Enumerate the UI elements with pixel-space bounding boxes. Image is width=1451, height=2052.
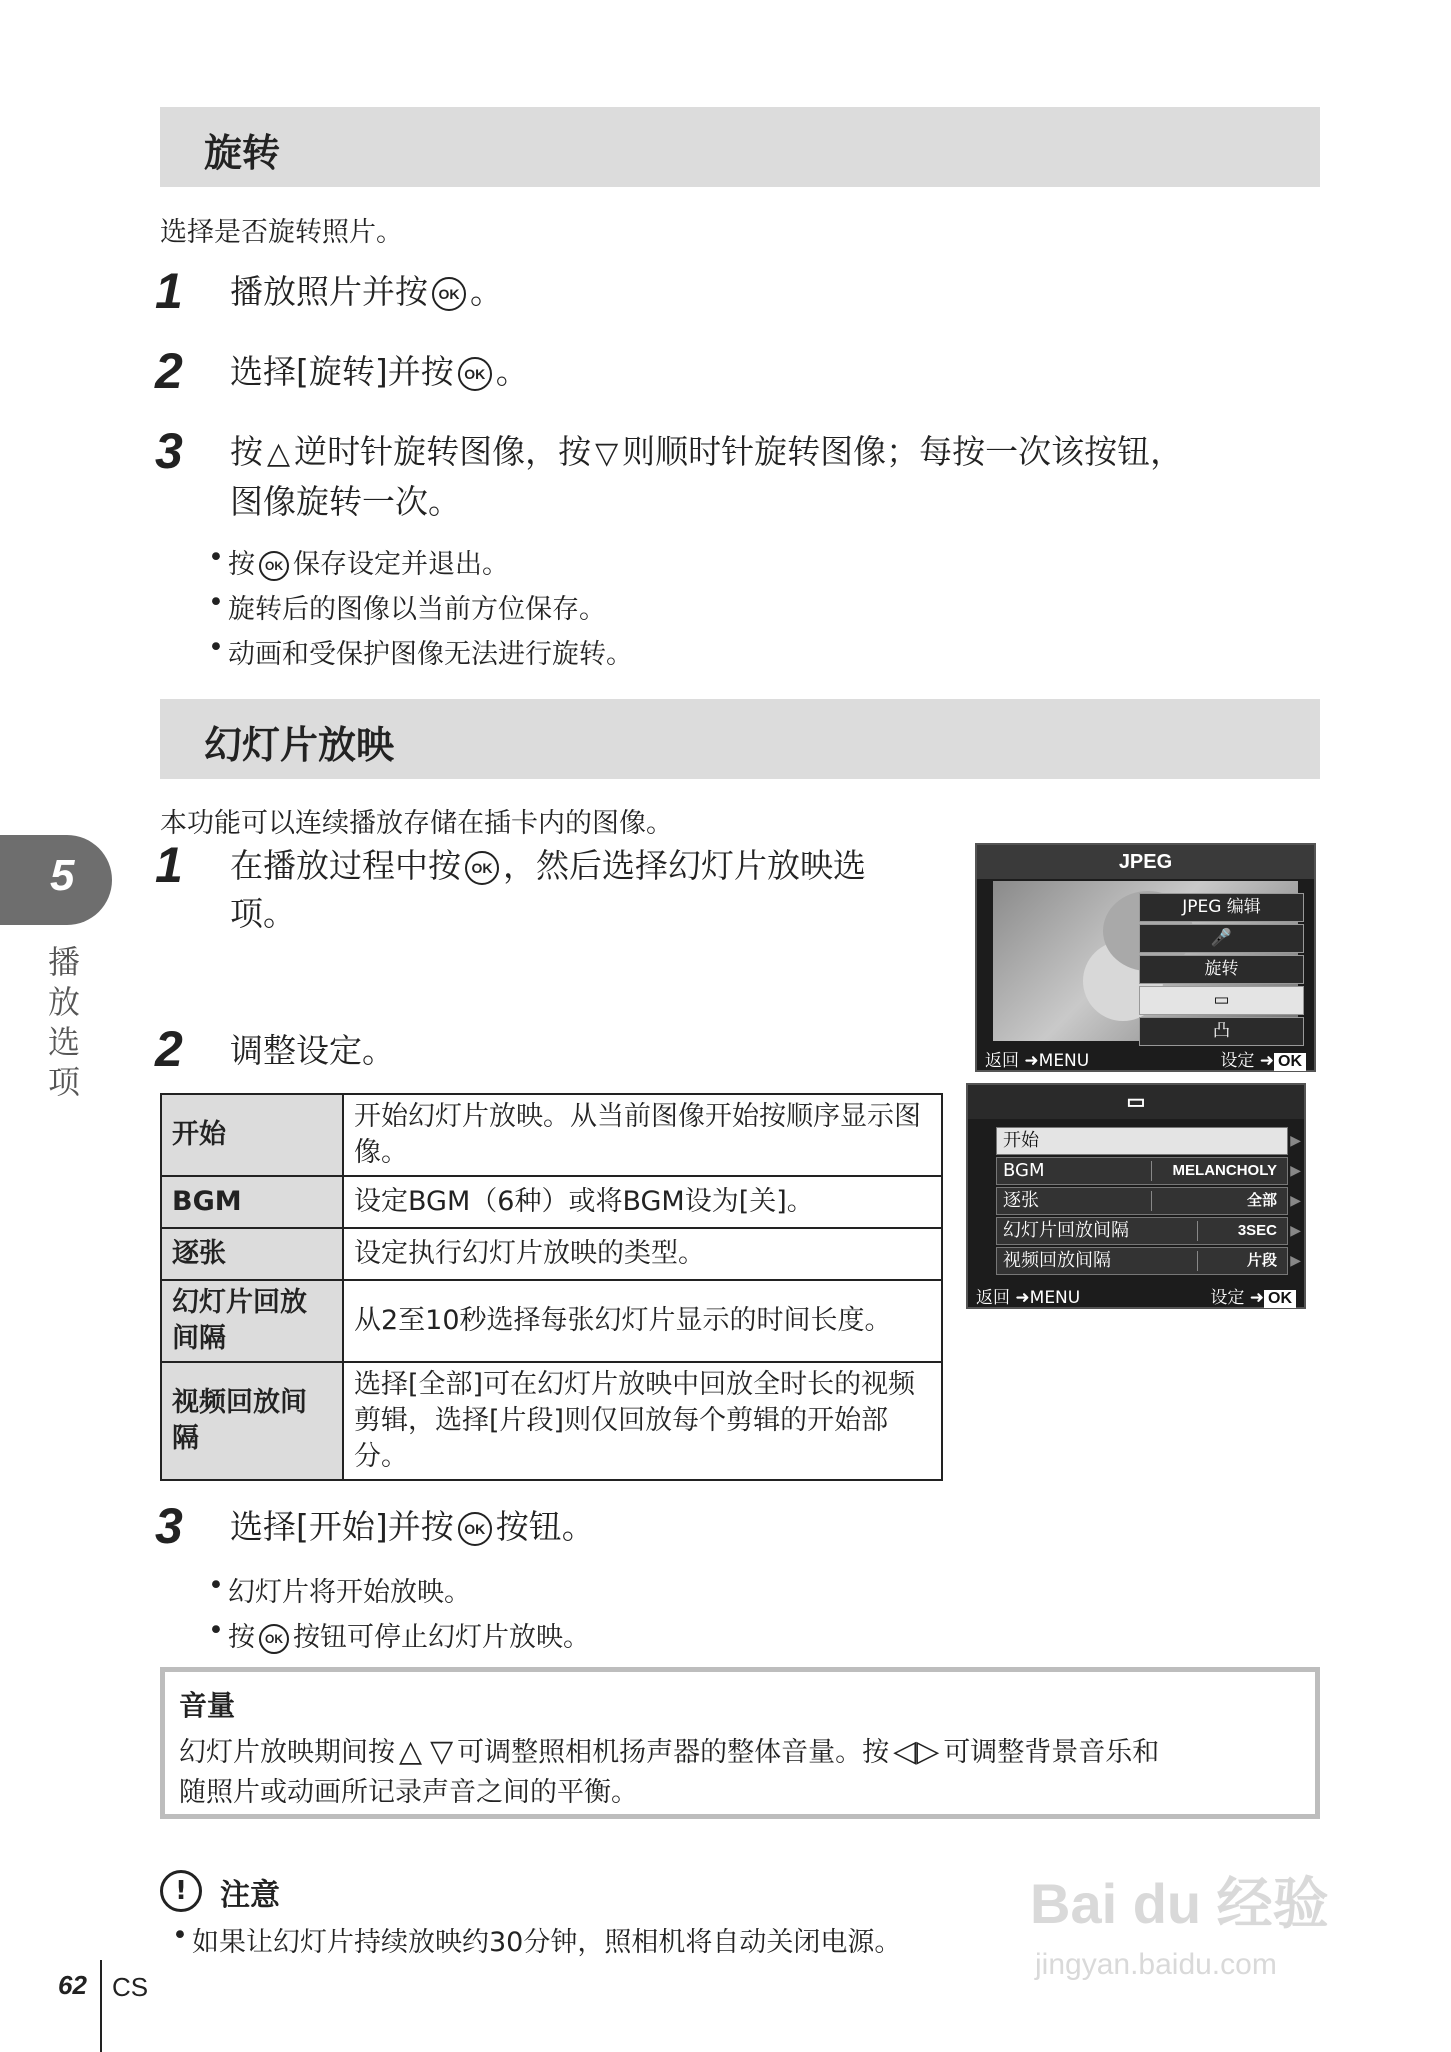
menu-item-audio[interactable]: 🎤 bbox=[1139, 924, 1304, 953]
settings-row-bgm[interactable]: BGM MELANCHOLY ▶ bbox=[996, 1157, 1288, 1185]
list-item: • 旋转后的图像以当前方位保存。 bbox=[228, 587, 606, 626]
setting-name: 视频回放间隔 bbox=[161, 1362, 343, 1480]
chapter-tab bbox=[0, 835, 112, 925]
set-hint: 设定 ➜ OK bbox=[1220, 1046, 1306, 1071]
list-item: • 动画和受保护图像无法进行旋转。 bbox=[228, 632, 633, 671]
ok-button-icon: OK bbox=[432, 277, 466, 311]
down-triangle-icon: ▽ bbox=[595, 436, 619, 471]
setting-desc: 从2至10秒选择每张幻灯片显示的时间长度。 bbox=[343, 1280, 942, 1362]
menu-item-jpeg-edit[interactable]: JPEG 编辑 bbox=[1139, 893, 1304, 922]
table-row bbox=[161, 1362, 942, 1480]
left-right-triangle-icon: ◁▷ bbox=[893, 1734, 940, 1769]
chapter-label: 播放选项 bbox=[48, 943, 81, 1101]
ok-button-icon: OK bbox=[259, 551, 289, 581]
camera-screen-playback-menu bbox=[975, 843, 1316, 1072]
caution-item: • 如果让幻灯片持续放映约30分钟，照相机将自动关闭电源。 bbox=[192, 1920, 901, 1959]
ok-button-icon: OK bbox=[458, 357, 492, 391]
setting-name: 逐张 bbox=[161, 1228, 343, 1280]
step-number: 2 bbox=[155, 1021, 183, 1077]
section-header-rotate bbox=[160, 107, 1320, 187]
chevron-right-icon: ▶ bbox=[1290, 1133, 1301, 1149]
ok-label: OK bbox=[1264, 1290, 1296, 1308]
list-item: • 按 OK 保存设定并退出。 bbox=[228, 542, 509, 581]
chapter-number: 5 bbox=[50, 851, 75, 900]
step-number: 3 bbox=[155, 423, 183, 479]
chevron-right-icon: ▶ bbox=[1290, 1253, 1301, 1269]
section-title: 幻灯片放映 bbox=[204, 723, 395, 767]
back-hint: 返回 ➜MENU bbox=[985, 1051, 1090, 1071]
screen-footer bbox=[977, 1042, 1314, 1070]
section-intro: 选择是否旋转照片。 bbox=[160, 217, 403, 248]
volume-note-box bbox=[160, 1667, 1320, 1819]
ok-label: OK bbox=[1274, 1053, 1306, 1071]
step-number: 1 bbox=[155, 837, 183, 893]
screen-header: JPEG bbox=[977, 845, 1314, 879]
settings-row-start[interactable]: 开始 ▶ bbox=[996, 1127, 1288, 1155]
step-text: 选择[旋转]并按 OK 。 bbox=[230, 352, 529, 391]
step-text: 播放照片并按 OK 。 bbox=[230, 272, 503, 311]
ok-button-icon: OK bbox=[259, 1624, 289, 1654]
watermark-logo: Bai du 经验 bbox=[1030, 1872, 1329, 1935]
table-row bbox=[161, 1176, 942, 1228]
chevron-right-icon: ▶ bbox=[1290, 1193, 1301, 1209]
section-intro: 本功能可以连续播放存储在插卡内的图像。 bbox=[160, 808, 673, 839]
up-triangle-icon: △ bbox=[399, 1734, 423, 1769]
setting-name: 幻灯片回放间隔 bbox=[161, 1280, 343, 1362]
setting-desc: 开始幻灯片放映。从当前图像开始按顺序显示图像。 bbox=[343, 1094, 942, 1176]
step-text: 在播放过程中按 OK ，然后选择幻灯片放映选 项。 bbox=[230, 846, 866, 933]
menu-item-slideshow[interactable]: ▭ bbox=[1139, 986, 1304, 1015]
language-code: CS bbox=[112, 1972, 149, 2002]
step-number: 1 bbox=[155, 263, 183, 319]
note-title: 音量 bbox=[179, 1689, 236, 1722]
settings-row-interval[interactable]: 幻灯片回放间隔 3SEC ▶ bbox=[996, 1217, 1288, 1245]
down-triangle-icon: ▽ bbox=[430, 1734, 454, 1769]
table-row bbox=[161, 1228, 942, 1280]
ok-button-icon: OK bbox=[458, 1512, 492, 1546]
chevron-right-icon: ▶ bbox=[1290, 1223, 1301, 1239]
setting-desc: 选择[全部]可在幻灯片放映中回放全时长的视频剪辑，选择[片段]则仅回放每个剪辑的开始部分。 bbox=[343, 1362, 942, 1480]
step-text: 选择[开始]并按 OK 按钮。 bbox=[230, 1507, 595, 1546]
chevron-right-icon: ▶ bbox=[1290, 1163, 1301, 1179]
section-header-slideshow bbox=[160, 699, 1320, 779]
menu-item-print[interactable]: 凸 bbox=[1139, 1017, 1304, 1046]
step-text: 按 △ 逆时针旋转图像，按 ▽ 则顺时针旋转图像；每按一次该按钮， 图像旋转一次。 bbox=[230, 432, 1184, 521]
table-row bbox=[161, 1280, 942, 1362]
setting-name: 开始 bbox=[161, 1094, 343, 1176]
step-number: 2 bbox=[155, 343, 183, 399]
footer-divider bbox=[100, 1960, 102, 2052]
page-number: 62 bbox=[58, 1970, 87, 2000]
setting-name: BGM bbox=[161, 1176, 343, 1228]
back-hint: 返回 ➜MENU bbox=[976, 1288, 1081, 1308]
settings-row-movie-interval[interactable]: 视频回放间隔 片段 ▶ bbox=[996, 1247, 1288, 1275]
playback-menu bbox=[1139, 893, 1304, 1048]
set-hint: 设定 ➜ OK bbox=[1210, 1283, 1296, 1308]
screen-header-slideshow-icon: ▭ bbox=[968, 1085, 1304, 1119]
list-item: • 按 OK 按钮可停止幻灯片放映。 bbox=[228, 1615, 590, 1654]
caution-icon: ! bbox=[160, 1870, 202, 1912]
note-body: 幻灯片放映期间按 △ ▽ 可调整照相机扬声器的整体音量。按 ◁▷ 可调整背景音乐和 随照片或动画所记录声音之间的平衡。 bbox=[179, 1734, 1160, 1808]
section-title: 旋转 bbox=[204, 131, 281, 175]
caution-title: 注意 bbox=[220, 1878, 280, 1913]
step-text: 调整设定。 bbox=[230, 1031, 395, 1070]
screen-footer bbox=[968, 1279, 1304, 1307]
table-row bbox=[161, 1094, 942, 1176]
settings-table bbox=[160, 1093, 943, 1481]
setting-desc: 设定BGM（6种）或将BGM设为[关]。 bbox=[343, 1176, 942, 1228]
settings-row-slide[interactable]: 逐张 全部 ▶ bbox=[996, 1187, 1288, 1215]
camera-screen-slideshow-settings bbox=[966, 1083, 1306, 1309]
watermark-url: jingyan.baidu.com bbox=[1035, 1948, 1277, 1981]
step-number: 3 bbox=[155, 1498, 183, 1554]
ok-button-icon: OK bbox=[465, 851, 499, 885]
setting-desc: 设定执行幻灯片放映的类型。 bbox=[343, 1228, 942, 1280]
up-triangle-icon: △ bbox=[267, 436, 291, 471]
menu-item-rotate[interactable]: 旋转 bbox=[1139, 955, 1304, 984]
list-item: • 幻灯片将开始放映。 bbox=[228, 1570, 471, 1609]
